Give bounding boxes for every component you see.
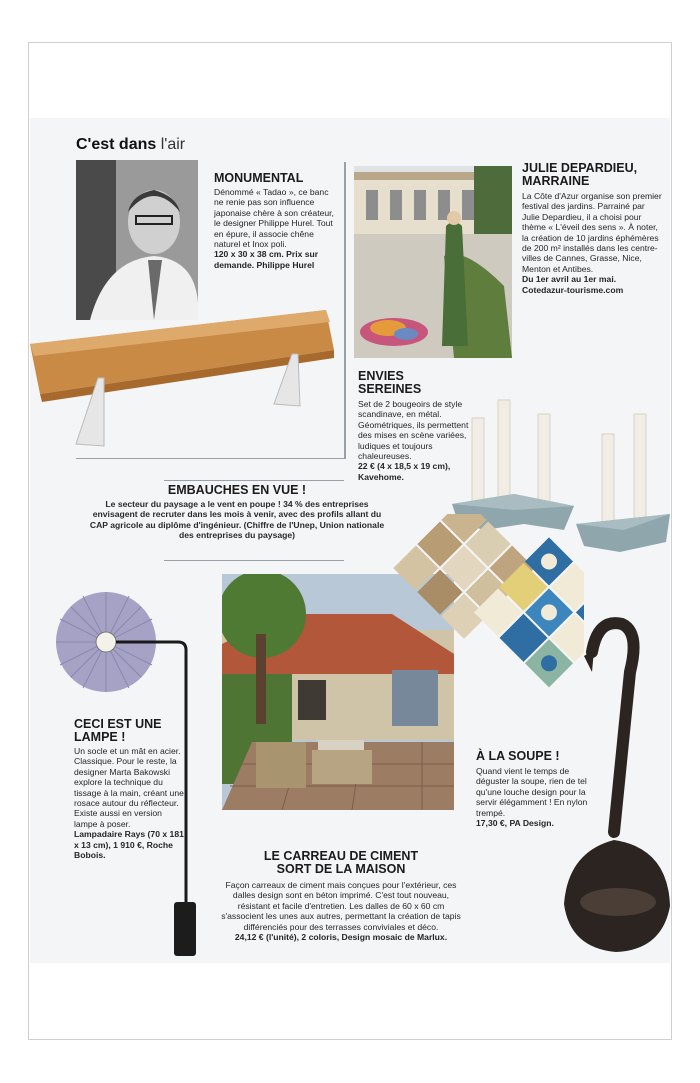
julie-article <box>522 162 662 295</box>
julie-date: Du 1er avril au 1er mai. <box>522 274 617 285</box>
carreau-text: Façon carreaux de ciment mais conçues pour l'extérieur, ces dalles design sont en béton imprimé. C'est tout nouveau, résistant et facile d'entretien. Les dalles de 60 x 60 cm s'associent les unes aux autres, permettant la création de tapis différenciés pour des terrasses conviviales et déco. <box>221 880 461 932</box>
carreau-article <box>216 850 466 942</box>
lampe-article <box>74 718 186 860</box>
article-rule <box>76 458 346 459</box>
section-heading <box>76 136 185 154</box>
julie-depardieu-garden-photo <box>354 166 512 358</box>
soupe-price: 17,30 €, PA Design. <box>476 818 554 829</box>
lampe-price: Lampadaire Rays (70 x 181 x 13 cm), 1 910 €, Roche Bobois. <box>74 829 184 861</box>
carreau-title-line2: SORT DE LA MAISON <box>276 862 406 876</box>
monumental-article <box>214 172 340 270</box>
embauches-title: EMBAUCHES EN VUE ! <box>167 483 307 497</box>
envies-text: Set de 2 bougeoirs de style scandinave, en métal. Géométriques, ils permettent des mises en scène variées, ludiques et toujours chaleureuses. <box>358 399 469 462</box>
lampe-title-line1: CECI EST UNE <box>74 717 162 731</box>
embauches-rule-bottom <box>164 560 344 561</box>
section-heading-bold: C'est dans <box>76 136 157 153</box>
embauches-text: Le secteur du paysage a le vent en poupe ! 34 % des entreprises envisagent de recruter dans les mois à venir, avec des profils allant du CAP agricole au diplôme d'ingénieur. (Chiffre de l'Unep, Union nationale des entreprises du paysage) <box>89 499 385 541</box>
magazine-page <box>30 118 670 963</box>
swan-ladle-image <box>558 612 670 962</box>
julie-site: Cotedazur-tourisme.com <box>522 284 624 295</box>
tadao-bench-image <box>30 306 340 456</box>
embauches-article <box>86 484 388 541</box>
monumental-text: Dénommé « Tadao », ce banc ne renie pas son influence japonaise chère à son créateur, le designer Philippe Hurel. Tout en épure, il associe chêne naturel et Inox poli. <box>214 187 334 250</box>
designer-portrait-photo <box>76 160 198 320</box>
envies-title: ENVIES SEREINES <box>358 369 422 396</box>
soupe-title: À LA SOUPE ! <box>476 749 560 763</box>
carreau-price: 24,12 € (l'unité), 2 coloris, Design mosaic de Marlux. <box>234 932 448 943</box>
column-rule <box>344 162 346 458</box>
lampe-title-line2: LAMPE ! <box>74 730 126 744</box>
monumental-price: 120 x 30 x 38 cm. Prix sur demande. Philippe Hurel <box>214 249 319 270</box>
envies-price: 22 € (4 x 18,5 x 19 cm), Kavehome. <box>358 461 451 482</box>
julie-title-line2: MARRAINE <box>522 174 590 188</box>
embauches-rule-top <box>164 480 344 481</box>
lampe-text: Un socle et un mât en acier. Classique. Pour le reste, la designer Marta Bakowski explore la technique du tissage à la main, créant une rosace autour du réflecteur. Existe aussi en version lampe à poser. <box>74 746 184 829</box>
section-heading-light: l'air <box>160 136 186 153</box>
soupe-text: Quand vient le temps de déguster la soupe, rien de tel qu'une louche design pour la servir élégamment ! En nylon trempé. <box>476 766 588 818</box>
monumental-title: MONUMENTAL <box>214 171 304 185</box>
julie-title-line1: JULIE DEPARDIEU, <box>522 161 638 175</box>
cement-tiles-collage <box>344 514 584 714</box>
julie-text: La Côte d'Azur organise son premier festival des jardins. Parrainé par Julie Depardieu, il a choisi pour thème « L'éveil des sens ». À noter, la création de 10 jardins éphémères de 200 m² installés dans les centre-villes de Cannes, Grasse, Nice, Menton et Antibes. <box>522 191 662 274</box>
carreau-title-line1: LE CARREAU DE CIMENT <box>263 849 419 863</box>
